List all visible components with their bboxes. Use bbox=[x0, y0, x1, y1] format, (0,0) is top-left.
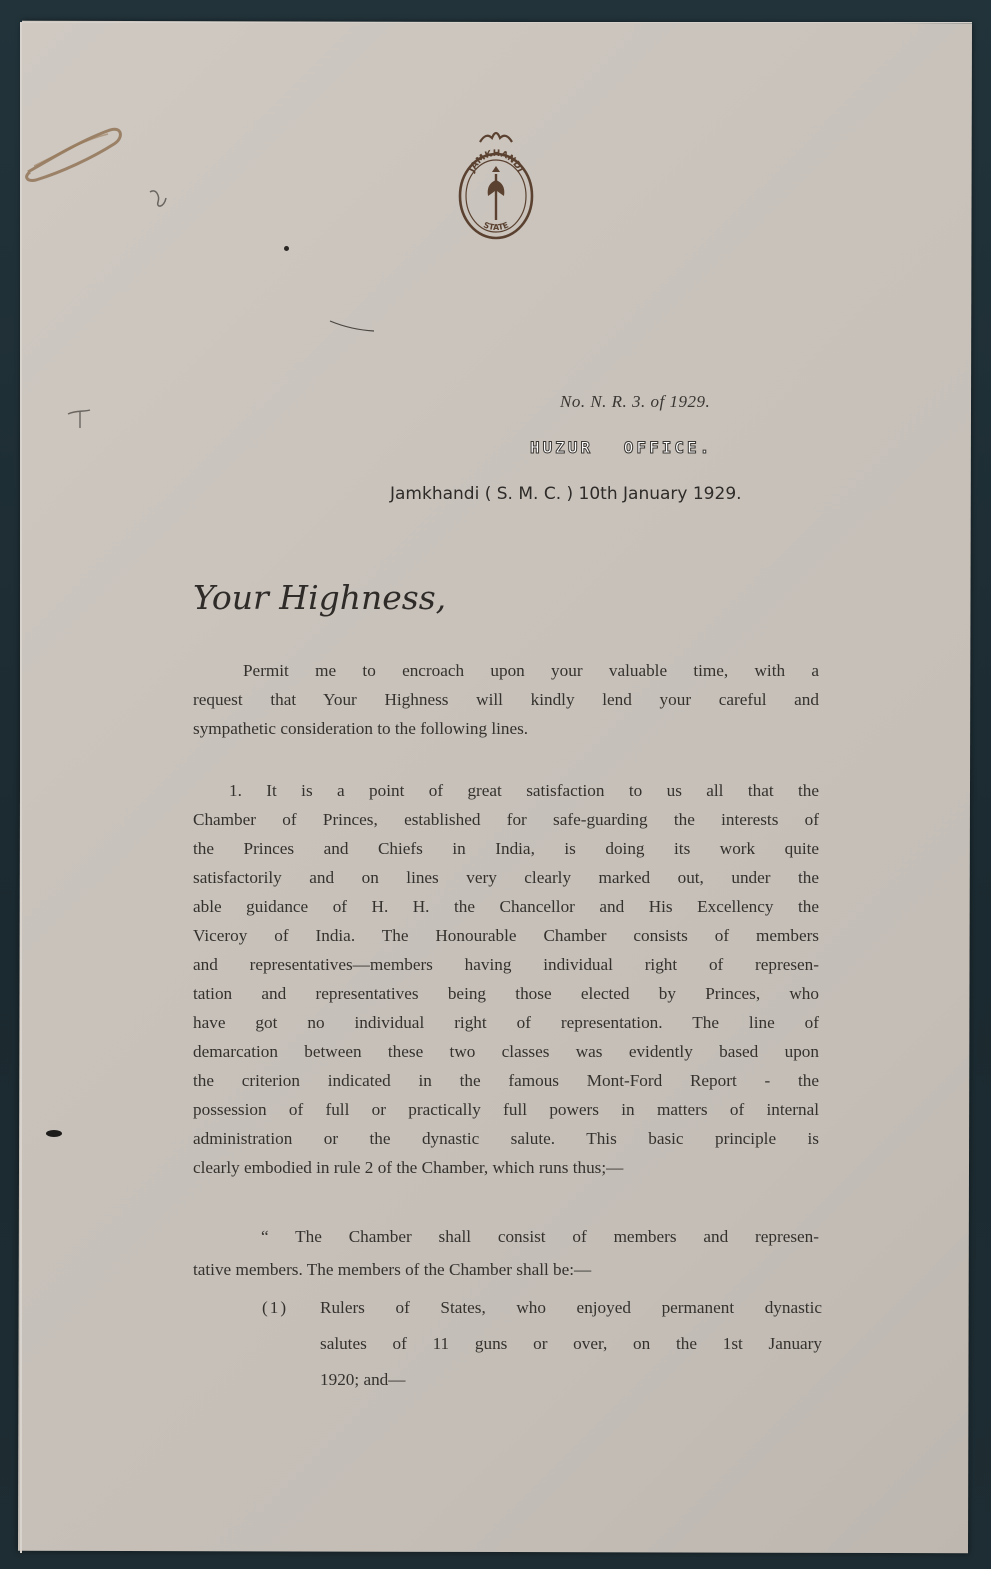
para1-line: tation and representatives being those elected by Princes, who bbox=[193, 984, 819, 1003]
punch-tear-icon bbox=[66, 406, 96, 432]
paperclip-stain-icon bbox=[22, 122, 124, 182]
para1-line: administration or the dynastic salute. This basic principle is bbox=[193, 1129, 819, 1148]
para1-line: clearly embodied in rule 2 of the Chamber, which runs thus;— bbox=[193, 1158, 624, 1177]
para1-line: Viceroy of India. The Honourable Chamber consists of members bbox=[193, 926, 819, 945]
rule-quote bbox=[193, 1220, 819, 1286]
intro-line: sympathetic consideration to the following lines. bbox=[193, 719, 529, 738]
sub-item-line: 1920; and— bbox=[320, 1370, 406, 1389]
dateline: Jamkhandi ( S. M. C. ) 10th January 1929. bbox=[390, 484, 742, 504]
para1-line: possession of full or practically full powers in matters of internal bbox=[193, 1100, 819, 1119]
para1-line: satisfactorily and on lines very clearly marked out, under the bbox=[193, 868, 819, 887]
intro-paragraph bbox=[193, 656, 819, 743]
para1-line: the criterion indicated in the famous Mont-Ford Report - the bbox=[193, 1071, 819, 1090]
sub-item-line: salutes of 11 guns or over, on the 1st January bbox=[320, 1334, 822, 1353]
para1-line: the Princes and Chiefs in India, is doing its work quite bbox=[193, 839, 819, 858]
pencil-stroke bbox=[328, 318, 378, 334]
sub-item-text bbox=[320, 1290, 822, 1398]
salutation: Your Highness, bbox=[193, 578, 447, 617]
intro-line: request that Your Highness will kindly lend your careful and bbox=[193, 690, 819, 709]
para1-line: able guidance of H. H. the Chancellor and His Excellency the bbox=[193, 897, 819, 916]
para1-line: have got no individual right of representation. The line of bbox=[193, 1013, 819, 1032]
office-heading: HUZUR OFFICE. bbox=[530, 438, 713, 457]
svg-text:STATE bbox=[482, 220, 510, 232]
quote-line: “ The Chamber shall consist of members and represen- bbox=[261, 1227, 819, 1246]
intro-line: Permit me to encroach upon your valuable time, with a bbox=[243, 661, 819, 680]
state-seal-icon bbox=[452, 124, 538, 240]
para1-line: 1. It is a point of great satisfaction to us all that the bbox=[229, 781, 819, 800]
seal-top-text: JAMKHANDI bbox=[467, 148, 525, 175]
seal-bottom-text: STATE bbox=[482, 220, 510, 233]
para1-line: demarcation between these two classes was evidently based upon bbox=[193, 1042, 819, 1061]
sub-item-line: Rulers of States, who enjoyed permanent dynastic bbox=[320, 1298, 822, 1317]
ink-blot bbox=[46, 1130, 62, 1137]
para1-line: Chamber of Princes, established for safe-guarding the interests of bbox=[193, 810, 819, 829]
ink-dot bbox=[284, 246, 289, 251]
para1-line: and representatives—members having individual right of represen- bbox=[193, 955, 819, 974]
reference-number: No. N. R. 3. of 1929. bbox=[560, 392, 711, 411]
pin-mark-icon bbox=[146, 186, 170, 212]
sub-item-number: (1) bbox=[262, 1298, 289, 1317]
paragraph-1 bbox=[193, 776, 819, 1182]
quote-line: tative members. The members of the Chamber shall be:— bbox=[193, 1260, 592, 1279]
